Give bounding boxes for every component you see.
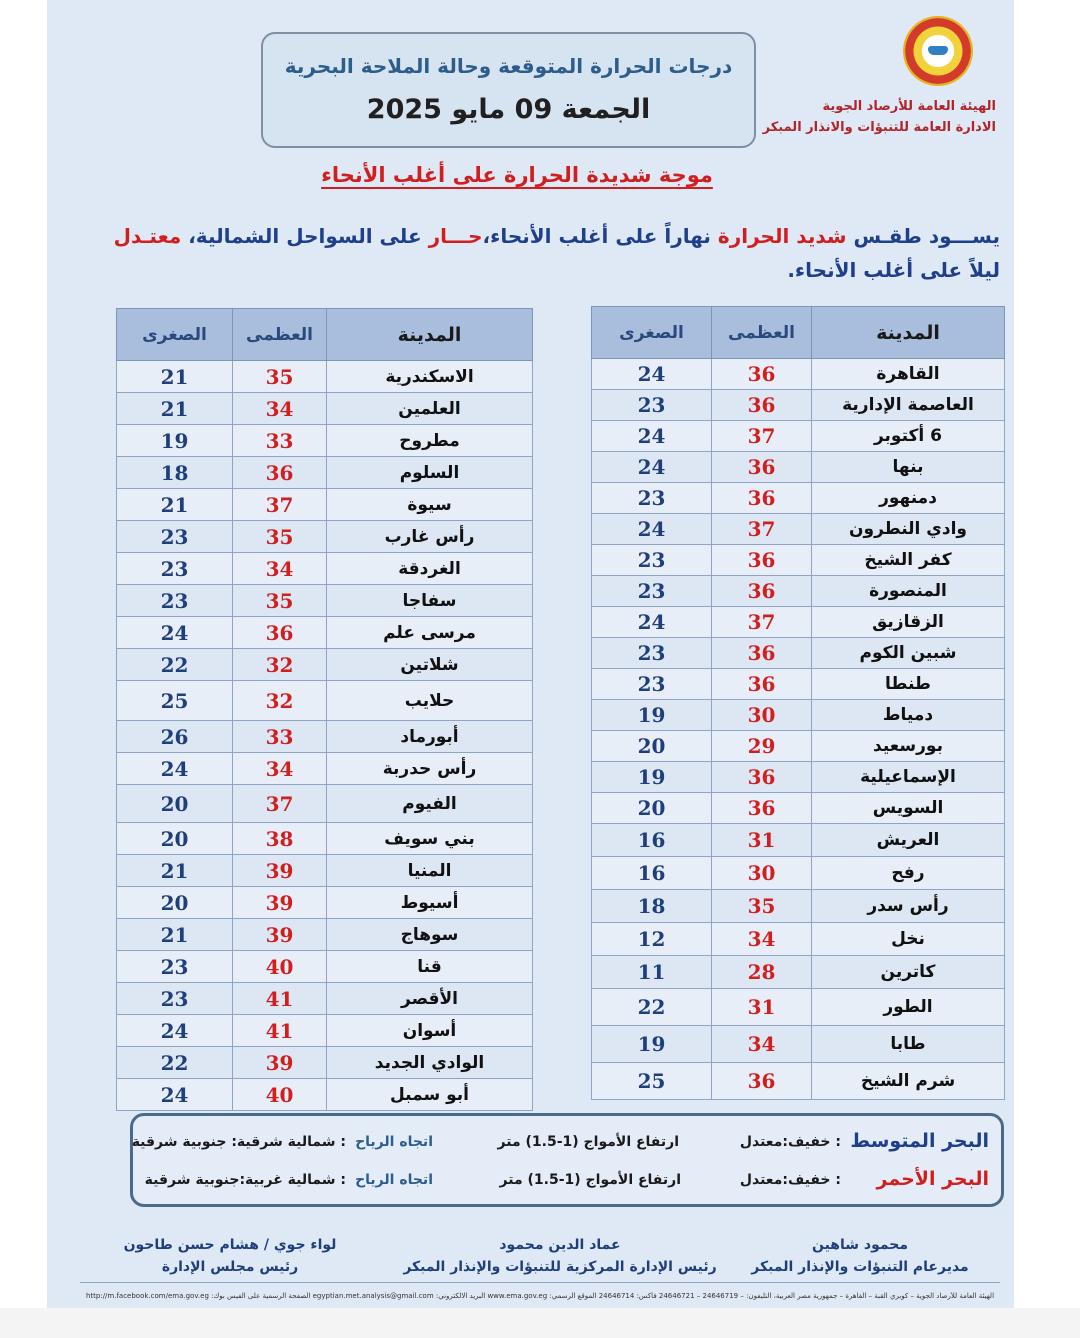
city-name: نخل: [812, 923, 1005, 956]
min-temp: 21: [117, 919, 233, 951]
wind-direction: : شمالية شرقية: جنوبية شرقية: [131, 1134, 346, 1150]
city-name: بنها: [812, 452, 1005, 483]
city-name: الفيوم: [327, 785, 533, 823]
city-row: [117, 585, 533, 617]
city-row: [117, 1015, 533, 1047]
max-temp: 39: [233, 919, 327, 951]
max-temp: 29: [712, 731, 812, 762]
title-box: [261, 32, 756, 148]
min-temp: 20: [117, 887, 233, 919]
city-name: دمنهور: [812, 483, 1005, 514]
min-temp: 25: [592, 1063, 712, 1100]
city-name: رأس سدر: [812, 890, 1005, 923]
city-name: أبو سمبل: [327, 1079, 533, 1111]
city-name: الوادي الجديد: [327, 1047, 533, 1079]
min-temp: 23: [592, 483, 712, 514]
max-temp: 41: [233, 983, 327, 1015]
city-name: كاترين: [812, 956, 1005, 989]
min-temp: 23: [117, 585, 233, 617]
city-row: [117, 1079, 533, 1111]
city-name: الأقصر: [327, 983, 533, 1015]
city-row: [117, 823, 533, 855]
min-temp: 21: [117, 489, 233, 521]
max-temp: 36: [712, 545, 812, 576]
city-name: سيوة: [327, 489, 533, 521]
city-row: [592, 607, 1005, 638]
min-temp: 23: [592, 669, 712, 700]
min-temp: 16: [592, 857, 712, 890]
city-row: [117, 983, 533, 1015]
min-temp: 26: [117, 721, 233, 753]
city-row: [117, 649, 533, 681]
wind-label: اتجاه الرياح: [355, 1134, 433, 1150]
min-temp: 22: [117, 649, 233, 681]
ema-logo-icon: [905, 18, 971, 84]
city-name: بني سويف: [327, 823, 533, 855]
max-temp: 34: [233, 553, 327, 585]
city-name: المنصورة: [812, 576, 1005, 607]
max-temp: 36: [712, 483, 812, 514]
city-name: الغردقة: [327, 553, 533, 585]
min-temp: 19: [592, 762, 712, 793]
max-temp: 36: [233, 617, 327, 649]
bulletin-date: الجمعة 09 مايو 2025: [366, 94, 651, 125]
city-row: [592, 1026, 1005, 1063]
header-min: الصغرى: [592, 307, 712, 359]
city-row: [592, 669, 1005, 700]
max-temp: 38: [233, 823, 327, 855]
summary-part-2: شديد الحرارة: [717, 224, 847, 248]
city-name: رأس غارب: [327, 521, 533, 553]
max-temp: 34: [712, 923, 812, 956]
city-row: [592, 793, 1005, 824]
min-temp: 25: [117, 681, 233, 721]
max-temp: 36: [233, 457, 327, 489]
city-name: رأس حدربة: [327, 753, 533, 785]
city-name: شرم الشيخ: [812, 1063, 1005, 1100]
min-temp: 21: [117, 361, 233, 393]
min-temp: 24: [592, 452, 712, 483]
max-temp: 28: [712, 956, 812, 989]
bottom-margin: [0, 1308, 1080, 1338]
city-name: المنيا: [327, 855, 533, 887]
city-row: [117, 521, 533, 553]
city-name: الزقازيق: [812, 607, 1005, 638]
summary-part-3: نهاراً على أغلب الأنحاء،: [482, 224, 718, 248]
summary-part-4: حـــار: [428, 224, 483, 248]
city-row: [117, 855, 533, 887]
max-temp: 36: [712, 638, 812, 669]
max-temp: 30: [712, 857, 812, 890]
header-max: العظمى: [712, 307, 812, 359]
min-temp: 23: [117, 553, 233, 585]
city-name: سفاجا: [327, 585, 533, 617]
organization-name: [736, 96, 996, 138]
max-temp: 39: [233, 855, 327, 887]
heatwave-headline: موجة شديدة الحرارة على أغلب الأنحاء: [321, 163, 713, 187]
footer-divider: [80, 1282, 1000, 1283]
city-name: أسيوط: [327, 887, 533, 919]
signatory-name: لواء جوي / هشام حسن طاحون: [123, 1237, 337, 1253]
max-temp: 36: [712, 452, 812, 483]
city-row: [592, 890, 1005, 923]
bulletin-title: درجات الحرارة المتوقعة وحالة الملاحة البحرية: [284, 54, 733, 78]
sea-state: : خفيف:معتدل: [739, 1134, 841, 1150]
city-row: [117, 785, 533, 823]
sea-name: البحر الأحمر: [876, 1168, 989, 1190]
city-name: شبين الكوم: [812, 638, 1005, 669]
city-row: [592, 731, 1005, 762]
max-temp: 40: [233, 1079, 327, 1111]
max-temp: 31: [712, 989, 812, 1026]
min-temp: 23: [592, 390, 712, 421]
temperature-table-left: [116, 308, 533, 1111]
min-temp: 20: [117, 823, 233, 855]
max-temp: 36: [712, 669, 812, 700]
org-line-1: الهيئة العامة للأرصاد الجوية: [822, 99, 996, 114]
signatory-title: مديرعام التنبؤات والإنذار المبكر: [751, 1259, 969, 1275]
city-row: [592, 638, 1005, 669]
city-row: [117, 887, 533, 919]
footer-contact: الهيئة العامة للأرصاد الجوية – كوبري القبة – القاهرة – جمهورية مصر العربية، التليفون: – 24646719 – 24646721 فاكس: 24646714 الموقع الرسمي: www.ema.gov.eg البريد الالكتروني: egyptian.met.analysis@gmail.com الصفحة الرسمية على الفيس بوك: http://m.facebook.com/ema.gov.eg: [85, 1292, 995, 1300]
max-temp: 39: [233, 887, 327, 919]
max-temp: 33: [233, 425, 327, 457]
max-temp: 36: [712, 1063, 812, 1100]
min-temp: 23: [117, 983, 233, 1015]
city-name: كفر الشيخ: [812, 545, 1005, 576]
city-row: [117, 361, 533, 393]
city-row: [592, 824, 1005, 857]
max-temp: 40: [233, 951, 327, 983]
signatory-name: عماد الدين محمود: [499, 1237, 621, 1253]
max-temp: 36: [712, 359, 812, 390]
max-temp: 37: [233, 489, 327, 521]
header-min: الصغرى: [117, 309, 233, 361]
wind-direction: : شمالية غربية:جنوبية شرقية: [144, 1172, 346, 1188]
max-temp: 35: [712, 890, 812, 923]
city-row: [592, 1063, 1005, 1100]
city-name: الطور: [812, 989, 1005, 1026]
city-name: العلمين: [327, 393, 533, 425]
min-temp: 23: [117, 951, 233, 983]
max-temp: 35: [233, 361, 327, 393]
city-row: [117, 1047, 533, 1079]
min-temp: 19: [592, 1026, 712, 1063]
max-temp: 32: [233, 681, 327, 721]
min-temp: 19: [117, 425, 233, 457]
city-name: دمياط: [812, 700, 1005, 731]
max-temp: 37: [712, 421, 812, 452]
signature-central-admin: [400, 1234, 720, 1278]
max-temp: 36: [712, 390, 812, 421]
max-temp: 34: [712, 1026, 812, 1063]
max-temp: 34: [233, 393, 327, 425]
summary-part-1: يســـود طقـس: [846, 224, 1000, 248]
min-temp: 18: [592, 890, 712, 923]
city-row: [592, 857, 1005, 890]
min-temp: 24: [117, 1079, 233, 1111]
min-temp: 11: [592, 956, 712, 989]
max-temp: 36: [712, 576, 812, 607]
city-row: [592, 514, 1005, 545]
max-temp: 36: [712, 762, 812, 793]
city-name: شلاتين: [327, 649, 533, 681]
city-row: [117, 489, 533, 521]
min-temp: 21: [117, 393, 233, 425]
min-temp: 16: [592, 824, 712, 857]
max-temp: 37: [712, 514, 812, 545]
min-temp: 20: [117, 785, 233, 823]
city-row: [117, 425, 533, 457]
city-name: رفح: [812, 857, 1005, 890]
city-row: [592, 576, 1005, 607]
city-row: [592, 700, 1005, 731]
sea-row-mediterranean: [133, 1130, 1001, 1160]
max-temp: 31: [712, 824, 812, 857]
min-temp: 24: [592, 421, 712, 452]
summary-part-5: على السواحل الشمالية،: [181, 224, 429, 248]
signatory-title: رئيس مجلس الإدارة: [161, 1259, 299, 1275]
max-temp: 41: [233, 1015, 327, 1047]
signature-board-chairman: [110, 1234, 350, 1278]
summary-part-7: ليلاً على أغلب الأنحاء.: [787, 258, 1000, 282]
max-temp: 36: [712, 793, 812, 824]
max-temp: 34: [233, 753, 327, 785]
header-max: العظمى: [233, 309, 327, 361]
city-row: [117, 553, 533, 585]
city-row: [592, 923, 1005, 956]
city-row: [117, 951, 533, 983]
min-temp: 20: [592, 793, 712, 824]
min-temp: 23: [117, 521, 233, 553]
header-city: المدينة: [327, 309, 533, 361]
city-name: مرسى علم: [327, 617, 533, 649]
min-temp: 19: [592, 700, 712, 731]
city-name: الاسكندرية: [327, 361, 533, 393]
sea-row-red-sea: [133, 1168, 1001, 1198]
sea-state: : خفيف:معتدل: [739, 1172, 841, 1188]
city-name: 6 أكتوبر: [812, 421, 1005, 452]
city-row: [117, 919, 533, 951]
city-row: [592, 989, 1005, 1026]
min-temp: 22: [592, 989, 712, 1026]
city-row: [117, 681, 533, 721]
city-row: [117, 393, 533, 425]
city-row: [592, 956, 1005, 989]
city-name: السويس: [812, 793, 1005, 824]
min-temp: 21: [117, 855, 233, 887]
min-temp: 23: [592, 576, 712, 607]
city-row: [117, 753, 533, 785]
min-temp: 24: [117, 617, 233, 649]
org-line-2: الادارة العامة للتنبؤات والانذار المبكر: [762, 120, 996, 135]
city-name: حلايب: [327, 681, 533, 721]
city-row: [117, 617, 533, 649]
city-name: العاصمة الإدارية: [812, 390, 1005, 421]
min-temp: 24: [592, 607, 712, 638]
city-row: [592, 545, 1005, 576]
city-row: [592, 452, 1005, 483]
city-name: أسوان: [327, 1015, 533, 1047]
min-temp: 24: [592, 514, 712, 545]
city-name: أبورماد: [327, 721, 533, 753]
city-name: وادي النطرون: [812, 514, 1005, 545]
min-temp: 20: [592, 731, 712, 762]
city-name: السلوم: [327, 457, 533, 489]
city-row: [592, 421, 1005, 452]
weather-summary: [110, 219, 1000, 287]
max-temp: 32: [233, 649, 327, 681]
city-row: [592, 359, 1005, 390]
signatory-name: محمود شاهين: [811, 1237, 909, 1253]
min-temp: 24: [117, 753, 233, 785]
min-temp: 12: [592, 923, 712, 956]
city-name: القاهرة: [812, 359, 1005, 390]
min-temp: 22: [117, 1047, 233, 1079]
min-temp: 24: [592, 359, 712, 390]
temperature-table-right: [591, 306, 1005, 1100]
max-temp: 37: [712, 607, 812, 638]
wave-height: ارتفاع الأمواج (1-1.5) متر: [499, 1172, 681, 1188]
city-row: [117, 457, 533, 489]
max-temp: 39: [233, 1047, 327, 1079]
max-temp: 30: [712, 700, 812, 731]
city-name: طنطا: [812, 669, 1005, 700]
max-temp: 37: [233, 785, 327, 823]
min-temp: 18: [117, 457, 233, 489]
min-temp: 23: [592, 545, 712, 576]
city-name: طابا: [812, 1026, 1005, 1063]
max-temp: 35: [233, 585, 327, 617]
signatory-title: رئيس الإدارة المركزية للتنبؤات والإنذار المبكر: [403, 1259, 717, 1275]
wave-height: ارتفاع الأمواج (1-1.5) متر: [497, 1134, 679, 1150]
max-temp: 33: [233, 721, 327, 753]
signature-forecast-director: [745, 1234, 975, 1278]
min-temp: 24: [117, 1015, 233, 1047]
city-name: بورسعيد: [812, 731, 1005, 762]
min-temp: 23: [592, 638, 712, 669]
city-row: [592, 762, 1005, 793]
city-row: [117, 721, 533, 753]
city-name: سوهاج: [327, 919, 533, 951]
city-name: الإسماعيلية: [812, 762, 1005, 793]
max-temp: 35: [233, 521, 327, 553]
sea-name: البحر المتوسط: [850, 1130, 989, 1152]
marine-conditions-box: [130, 1113, 1004, 1207]
city-name: قنا: [327, 951, 533, 983]
city-name: العريش: [812, 824, 1005, 857]
header-city: المدينة: [812, 307, 1005, 359]
city-row: [592, 390, 1005, 421]
summary-part-6: معتـدل: [113, 224, 182, 248]
city-name: مطروح: [327, 425, 533, 457]
city-row: [592, 483, 1005, 514]
wind-label: اتجاه الرياح: [355, 1172, 433, 1188]
